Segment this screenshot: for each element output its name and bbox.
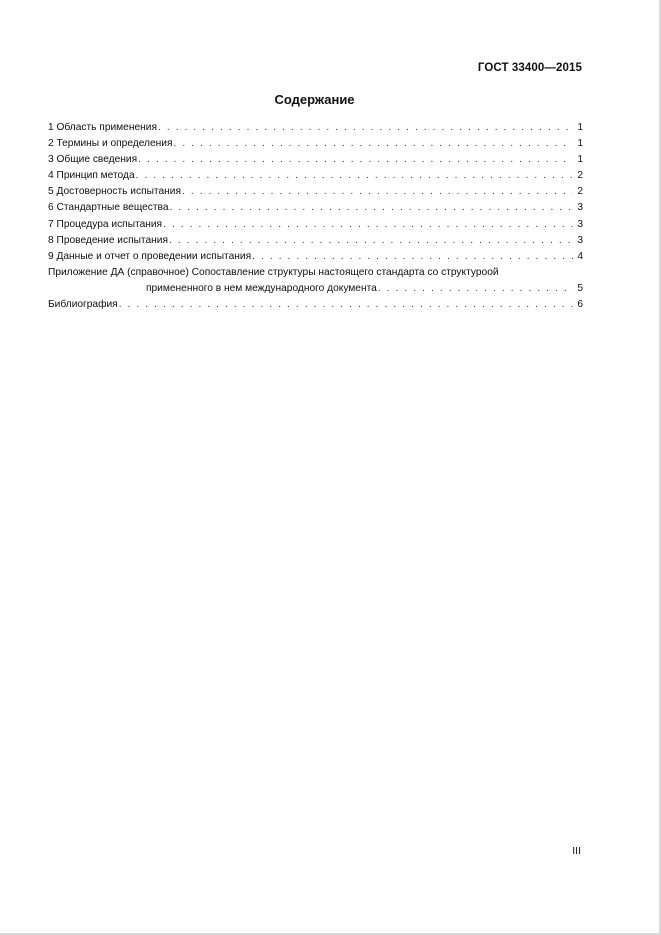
- toc-entry-page: 4: [577, 250, 583, 262]
- toc-title: Содержание: [274, 92, 355, 107]
- toc-entry[interactable]: [48, 233, 583, 249]
- toc-appendix-label-line2: примененного в нем международного документа: [146, 282, 377, 294]
- toc-entry-label: 6 Стандартные вещества: [48, 202, 169, 214]
- toc-entry-label: 1 Область применения: [48, 122, 157, 133]
- toc-appendix-row: [48, 281, 583, 297]
- toc-bibliography-page: 6: [577, 299, 583, 311]
- toc-entry-page: 2: [577, 186, 583, 198]
- toc-entry[interactable]: [48, 184, 583, 200]
- toc-entry-page: 3: [577, 218, 583, 230]
- toc-appendix-page: 5: [577, 282, 583, 294]
- toc-entry[interactable]: [48, 120, 583, 136]
- toc-entry-label: 7 Процедура испытания: [48, 218, 163, 230]
- toc-entry-page: 1: [577, 138, 583, 150]
- toc-entry-page: 1: [577, 122, 583, 133]
- toc-bibliography-entry[interactable]: [48, 297, 583, 313]
- toc-entry-label: 5 Достоверность испытания: [48, 186, 181, 198]
- toc-leader-dots: [182, 184, 573, 200]
- toc-leader-dots: [158, 120, 573, 136]
- toc-leader-dots: [163, 217, 573, 233]
- toc-entry-page: 3: [577, 234, 583, 246]
- toc-appendix-label-line1: Приложение ДА (справочное) Сопоставление структуры настоящего стандарта со структуроой: [48, 266, 499, 278]
- toc-entry-page: 2: [577, 170, 583, 182]
- toc-leader-dots: [378, 281, 573, 297]
- toc-leader-dots: [173, 136, 573, 152]
- toc-bibliography-label: Библиография: [48, 299, 118, 311]
- toc-entry-label: 3 Общие сведения: [48, 154, 138, 166]
- toc-leader-dots: [136, 168, 573, 184]
- toc-entry-page: 3: [577, 202, 583, 214]
- toc-leader-dots: [252, 249, 573, 265]
- toc-entry[interactable]: [48, 152, 583, 168]
- page-number: III: [572, 845, 581, 857]
- toc-entry[interactable]: [48, 200, 583, 216]
- toc-entry-label: 4 Принцип метода: [48, 170, 135, 182]
- toc-entry[interactable]: [48, 168, 583, 184]
- toc-leader-dots: [138, 152, 573, 168]
- document-code: ГОСТ 33400—2015: [477, 62, 582, 74]
- toc-entry[interactable]: [48, 217, 583, 233]
- toc-entry-label: 2 Термины и определения: [48, 138, 173, 150]
- toc-leader-dots: [169, 200, 573, 216]
- toc-entry[interactable]: [48, 136, 583, 152]
- toc-leader-dots: [169, 233, 573, 249]
- toc-leader-dots: [119, 297, 573, 313]
- toc-entry-label: 8 Проведение испытания: [48, 234, 168, 246]
- table-of-contents: [48, 120, 583, 313]
- toc-entry[interactable]: [48, 249, 583, 265]
- toc-entry-page: 1: [577, 154, 583, 166]
- toc-appendix-entry[interactable]: [48, 265, 583, 297]
- toc-entry-label: 9 Данные и отчет о проведении испытания: [48, 250, 252, 262]
